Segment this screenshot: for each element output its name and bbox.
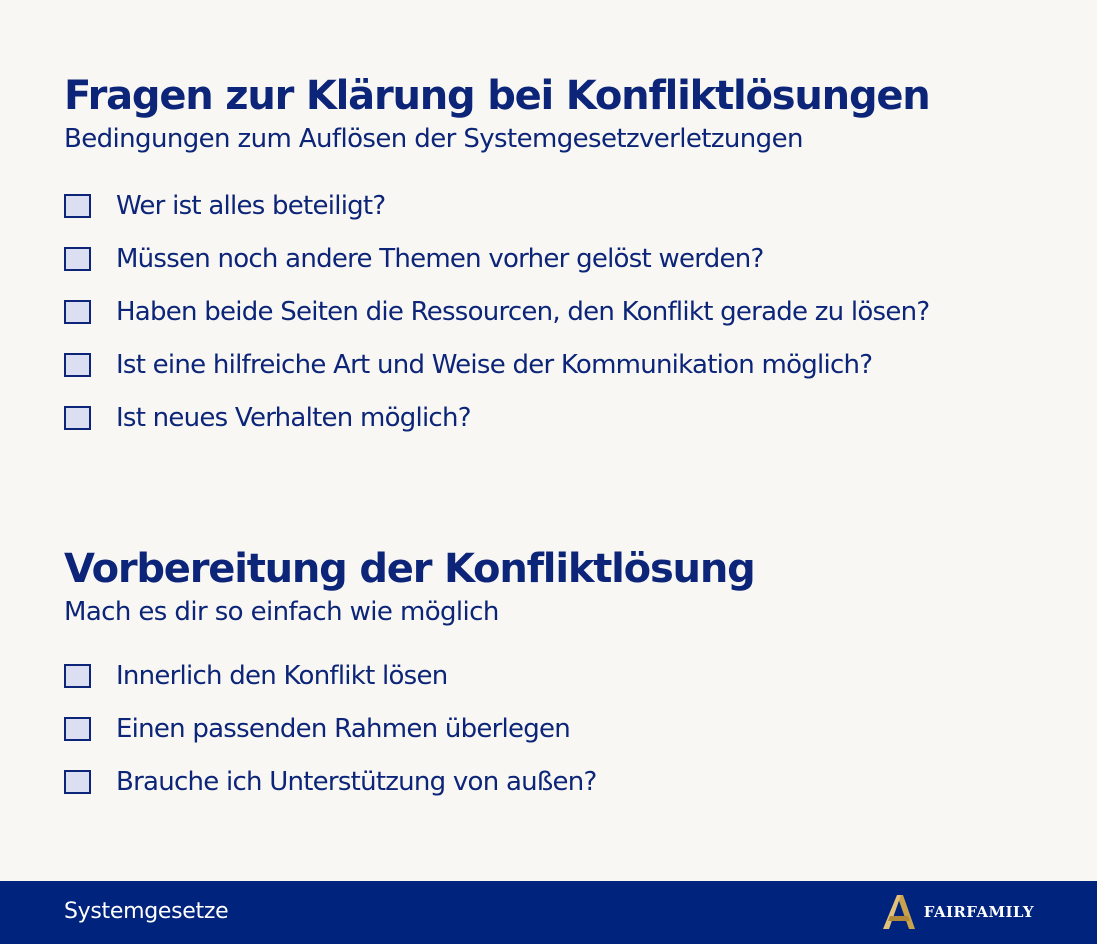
checklist-item[interactable]	[64, 649, 1057, 702]
section-title: Fragen zur Klärung bei Konfliktlösungen	[64, 73, 930, 119]
checkbox[interactable]	[64, 770, 91, 794]
checklist	[64, 649, 1057, 809]
checkbox[interactable]	[64, 300, 91, 324]
brand	[881, 893, 1034, 931]
fairfamily-logo-icon	[881, 893, 917, 931]
checklist-item-label: Brauche ich Unterstützung von außen?	[116, 766, 597, 797]
checklist-item-label: Innerlich den Konflikt lösen	[116, 660, 448, 691]
checklist-item[interactable]	[64, 285, 1057, 338]
checklist	[64, 179, 1057, 445]
section-title: Vorbereitung der Konfliktlösung	[64, 546, 755, 592]
checkbox[interactable]	[64, 247, 91, 271]
checklist-item-label: Einen passenden Rahmen überlegen	[116, 713, 570, 744]
section-vorbereitung	[64, 543, 1057, 809]
checkbox[interactable]	[64, 406, 91, 430]
checklist-item-label: Wer ist alles beteiligt?	[116, 190, 386, 221]
checklist-item[interactable]	[64, 392, 1057, 445]
checklist-item[interactable]	[64, 755, 1057, 808]
checklist-item-label: Haben beide Seiten die Ressourcen, den Konflikt gerade zu lösen?	[116, 296, 930, 327]
checklist-item-label: Ist eine hilfreiche Art und Weise der Kommunikation möglich?	[116, 350, 873, 381]
brand-name: FAIRFAMILY	[923, 903, 1034, 921]
footer-label: Systemgesetze	[64, 899, 229, 924]
checkbox[interactable]	[64, 194, 91, 218]
section-fragen	[64, 70, 1057, 445]
section-subtitle: Bedingungen zum Auflösen der Systemgesetzverletzungen	[64, 124, 803, 154]
footer-bar	[0, 881, 1097, 944]
checkbox[interactable]	[64, 717, 91, 741]
checkbox[interactable]	[64, 664, 91, 688]
section-subtitle: Mach es dir so einfach wie möglich	[64, 597, 499, 627]
checklist-item[interactable]	[64, 339, 1057, 392]
checklist-item-label: Ist neues Verhalten möglich?	[116, 403, 471, 434]
checklist-item[interactable]	[64, 179, 1057, 232]
checklist-item[interactable]	[64, 232, 1057, 285]
checklist-item-label: Müssen noch andere Themen vorher gelöst werden?	[116, 243, 764, 274]
checklist-item[interactable]	[64, 702, 1057, 755]
checkbox[interactable]	[64, 353, 91, 377]
